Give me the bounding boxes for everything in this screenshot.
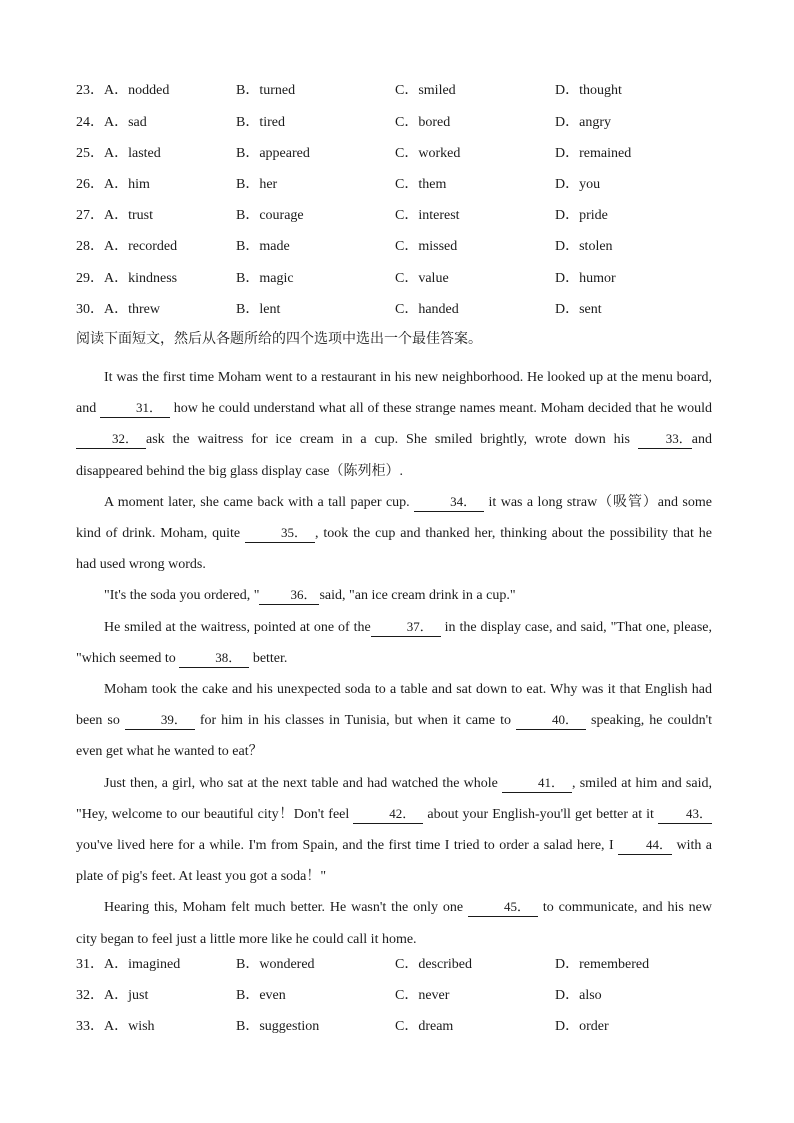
text: it was a long straw（吸管）and some kind of drink. Moham, quite xyxy=(76,494,712,542)
blank-38: 38． xyxy=(179,649,249,668)
option-b: B．suggestion xyxy=(236,1019,320,1034)
text: to communicate, and his new city began to feel just a little more like he could call it home. xyxy=(76,900,712,947)
question-row-23 xyxy=(76,81,736,101)
blank-41: 41． xyxy=(502,774,572,793)
option-b: B．made xyxy=(236,239,290,254)
option-c: C．handed xyxy=(395,302,459,317)
blank-42: 42． xyxy=(353,805,423,824)
question-row-32 xyxy=(76,986,736,1006)
option-c: C．described xyxy=(395,957,472,972)
option-a: 27．A．trust xyxy=(76,208,153,223)
option-b: B．lent xyxy=(236,302,281,317)
option-c: C．dream xyxy=(395,1019,454,1034)
text: you've lived here for a while. I'm from Spain, and the first time I tried to order a salad here, I xyxy=(76,838,619,854)
blank-39: 39． xyxy=(125,711,195,730)
text: better. xyxy=(249,650,288,666)
option-a: 31．A．imagined xyxy=(76,957,181,972)
text: A moment later, she came back with a tall paper cup. xyxy=(104,494,415,510)
option-d: D．pride xyxy=(555,208,608,223)
paragraph-3 xyxy=(76,580,712,611)
option-c: C．never xyxy=(395,988,450,1003)
text: with a plate of pig's feet. At least you got a soda！" xyxy=(76,838,712,885)
question-row-26 xyxy=(76,175,736,195)
text: Just then, a girl, who sat at the next table and had watched the whole xyxy=(104,775,503,791)
option-b: B．her xyxy=(236,177,278,192)
question-row-28 xyxy=(76,237,736,257)
text: , smiled at him and said, "Hey, welcome to our beautiful city！Don't feel xyxy=(76,775,712,822)
question-row-30 xyxy=(76,300,736,320)
question-row-25 xyxy=(76,144,736,164)
option-b: B．turned xyxy=(236,83,296,98)
option-a: 26．A．him xyxy=(76,177,150,192)
option-b: B．even xyxy=(236,988,286,1003)
blank-43: 43． xyxy=(658,805,712,824)
option-c: C．worked xyxy=(395,146,461,161)
option-d: D．thought xyxy=(555,83,622,98)
option-d: D．remembered xyxy=(555,957,650,972)
option-a: 23．A．nodded xyxy=(76,83,170,98)
question-row-31 xyxy=(76,955,736,975)
blank-33: 33． xyxy=(638,430,692,449)
option-a: 24．A．sad xyxy=(76,115,147,130)
option-a: 25．A．lasted xyxy=(76,146,161,161)
option-c: C．interest xyxy=(395,208,460,223)
option-d: D．humor xyxy=(555,271,616,286)
paragraph-2 xyxy=(76,487,712,581)
blank-36: 36． xyxy=(259,586,319,605)
section-instruction: 阅读下面短文，然后从各题所给的四个选项中选出一个最佳答案。 xyxy=(76,332,482,347)
question-row-27 xyxy=(76,206,736,226)
option-b: B．appeared xyxy=(236,146,310,161)
paragraph-4 xyxy=(76,612,712,674)
blank-44: 44． xyxy=(618,836,672,855)
option-a: 30．A．threw xyxy=(76,302,160,317)
text: Moham took the cake and his unexpected soda to a table and sat down to eat. Why was it that English had been so xyxy=(76,682,712,729)
blank-37: 37． xyxy=(371,618,441,637)
option-b: B．courage xyxy=(236,208,304,223)
option-c: C．bored xyxy=(395,115,451,130)
question-row-24 xyxy=(76,113,736,133)
blank-34: 34． xyxy=(414,493,484,512)
option-a: 32．A．just xyxy=(76,988,149,1003)
option-d: D．stolen xyxy=(555,239,613,254)
paragraph-6 xyxy=(76,768,712,893)
text: how he could understand what all of these strange names meant. Moham decided that he would xyxy=(169,401,712,417)
text: said, "an ice cream drink in a cup." xyxy=(319,588,516,604)
option-c: C．smiled xyxy=(395,83,456,98)
question-row-33 xyxy=(76,1017,736,1037)
blank-35: 35． xyxy=(245,524,315,543)
text: about your English-you'll get better at it xyxy=(423,806,658,822)
text: "It's the soda you ordered, " xyxy=(104,588,260,604)
option-c: C．value xyxy=(395,271,449,286)
text: He smiled at the waitress, pointed at one of the xyxy=(104,619,371,635)
question-row-29 xyxy=(76,269,736,289)
option-b: B．magic xyxy=(236,271,294,286)
text: and disappeared behind the big glass display case（陈列柜）. xyxy=(76,432,712,479)
option-d: D．angry xyxy=(555,115,611,130)
option-d: D．you xyxy=(555,177,601,192)
blank-40: 40． xyxy=(516,711,586,730)
option-d: D．remained xyxy=(555,146,632,161)
paragraph-5 xyxy=(76,674,712,768)
reading-passage xyxy=(76,362,712,955)
paragraph-7 xyxy=(76,892,712,954)
text: It was the first time Moham went to a restaurant in his new neighborhood. He looked up at the menu board, and xyxy=(76,370,712,417)
text: in the display case, and said, "That one, please, "which seemed to xyxy=(76,619,712,666)
option-b: B．tired xyxy=(236,115,285,130)
option-a: 29．A．kindness xyxy=(76,271,178,286)
option-d: D．also xyxy=(555,988,602,1003)
paragraph-1 xyxy=(76,362,712,487)
option-a: 33．A．wish xyxy=(76,1019,155,1034)
option-c: C．them xyxy=(395,177,447,192)
option-b: B．wondered xyxy=(236,957,315,972)
blank-32: 32． xyxy=(76,430,146,449)
blank-45: 45． xyxy=(468,898,538,917)
text: for him in his classes in Tunisia, but when it came to xyxy=(194,713,517,729)
option-d: D．sent xyxy=(555,302,602,317)
text: , took the cup and thanked her, thinking about the possibility that he had used wrong words. xyxy=(76,526,713,573)
option-a: 28．A．recorded xyxy=(76,239,178,254)
option-c: C．missed xyxy=(395,239,458,254)
option-d: D．order xyxy=(555,1019,609,1034)
text: speaking, he couldn't even get what he wanted to eat？ xyxy=(76,713,712,760)
text: ask the waitress for ice cream in a cup. She smiled brightly, wrote down his xyxy=(146,432,638,448)
text: Hearing this, Moham felt much better. He wasn't the only one xyxy=(104,900,468,916)
blank-31: 31． xyxy=(100,399,170,418)
